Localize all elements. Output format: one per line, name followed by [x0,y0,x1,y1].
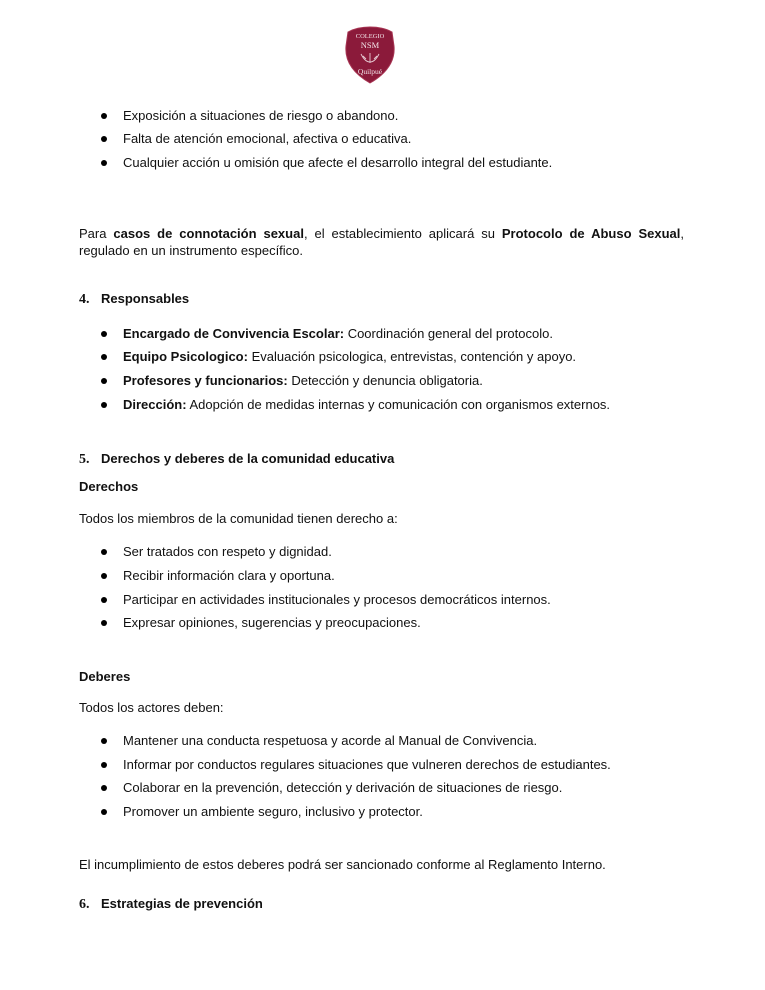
logo-middle-text: NSM [360,40,380,50]
role-description: Detección y denuncia obligatoria. [287,373,483,388]
bullet-icon [101,378,107,384]
bullet-icon [101,402,107,408]
list-item-text [123,326,553,342]
school-crest-logo [343,26,397,84]
logo-bottom-text: Quilpué [357,67,383,76]
list-item-text [123,373,483,389]
bullet-icon [101,549,107,555]
section-heading [79,451,394,468]
list-item-text: Falta de atención emocional, afectiva o educativa. [123,131,412,146]
section-title: Estrategias de prevención [101,896,263,911]
sexual-abuse-protocol-paragraph [79,225,684,259]
list-item-text [123,349,576,365]
paragraph-text: Para [79,226,114,241]
derechos-intro: Todos los miembros de la comunidad tienen derecho a: [79,511,398,526]
list-item-text: Ser tratados con respeto y dignidad. [123,544,332,559]
bullet-icon [101,809,107,815]
subsection-title-deberes: Deberes [79,669,131,684]
incumplimiento-paragraph: El incumplimiento de estos deberes podrá ser sancionado conforme al Reglamento Interno. [79,857,606,872]
logo-top-text: COLEGIO [355,33,385,40]
bullet-icon [101,136,107,142]
section-title: Responsables [101,291,190,306]
section-heading [79,291,189,308]
list-item-text: Colaborar en la prevención, detección y derivación de situaciones de riesgo. [123,780,563,795]
bullet-icon [101,331,107,337]
bullet-icon [101,738,107,744]
section-number: 6. [79,897,90,912]
list-item-text: Cualquier acción u omisión que afecte el desarrollo integral del estudiante. [123,155,553,170]
list-item-text: Mantener una conducta respetuosa y acorde al Manual de Convivencia. [123,733,538,748]
paragraph-text: , regulado en un instrumento específico. [79,226,684,258]
section-title: Derechos y deberes de la comunidad educativa [101,451,395,466]
list-item-text: Participar en actividades institucionales y procesos democráticos internos. [123,592,551,607]
bullet-icon [101,354,107,360]
list-item-text [123,397,610,413]
bullet-icon [101,573,107,579]
deberes-intro: Todos los actores deben: [79,700,224,715]
paragraph-bold-text: Protocolo de Abuso Sexual [501,226,681,241]
paragraph-bold-text: casos de connotación sexual [113,226,304,241]
bullet-icon [101,597,107,603]
list-item-text: Promover un ambiente seguro, inclusivo y protector. [123,804,423,819]
list-item-text: Exposición a situaciones de riesgo o abandono. [123,108,399,123]
role-label: Equipo Psicologico: [123,349,248,364]
section-number: 4. [79,292,90,307]
list-item-text: Informar por conductos regulares situaciones que vulneren derechos de estudiantes. [123,757,611,772]
bullet-icon [101,620,107,626]
section-heading [79,896,263,913]
bullet-icon [101,762,107,768]
role-label: Encargado de Convivencia Escolar: [123,326,345,341]
list-item-text: Recibir información clara y oportuna. [123,568,335,583]
bullet-icon [101,113,107,119]
bullet-icon [101,785,107,791]
role-label: Dirección: [123,397,187,412]
subsection-title-derechos: Derechos [79,479,139,494]
paragraph-text: , el establecimiento aplicará su [303,226,502,241]
section-number: 5. [79,452,90,467]
role-description: Evaluación psicologica, entrevistas, contención y apoyo. [247,349,577,364]
list-item-text: Expresar opiniones, sugerencias y preocupaciones. [123,615,421,630]
role-description: Adopción de medidas internas y comunicación con organismos externos. [186,397,611,412]
role-label: Profesores y funcionarios: [123,373,288,388]
role-description: Coordinación general del protocolo. [344,326,553,341]
bullet-icon [101,160,107,166]
